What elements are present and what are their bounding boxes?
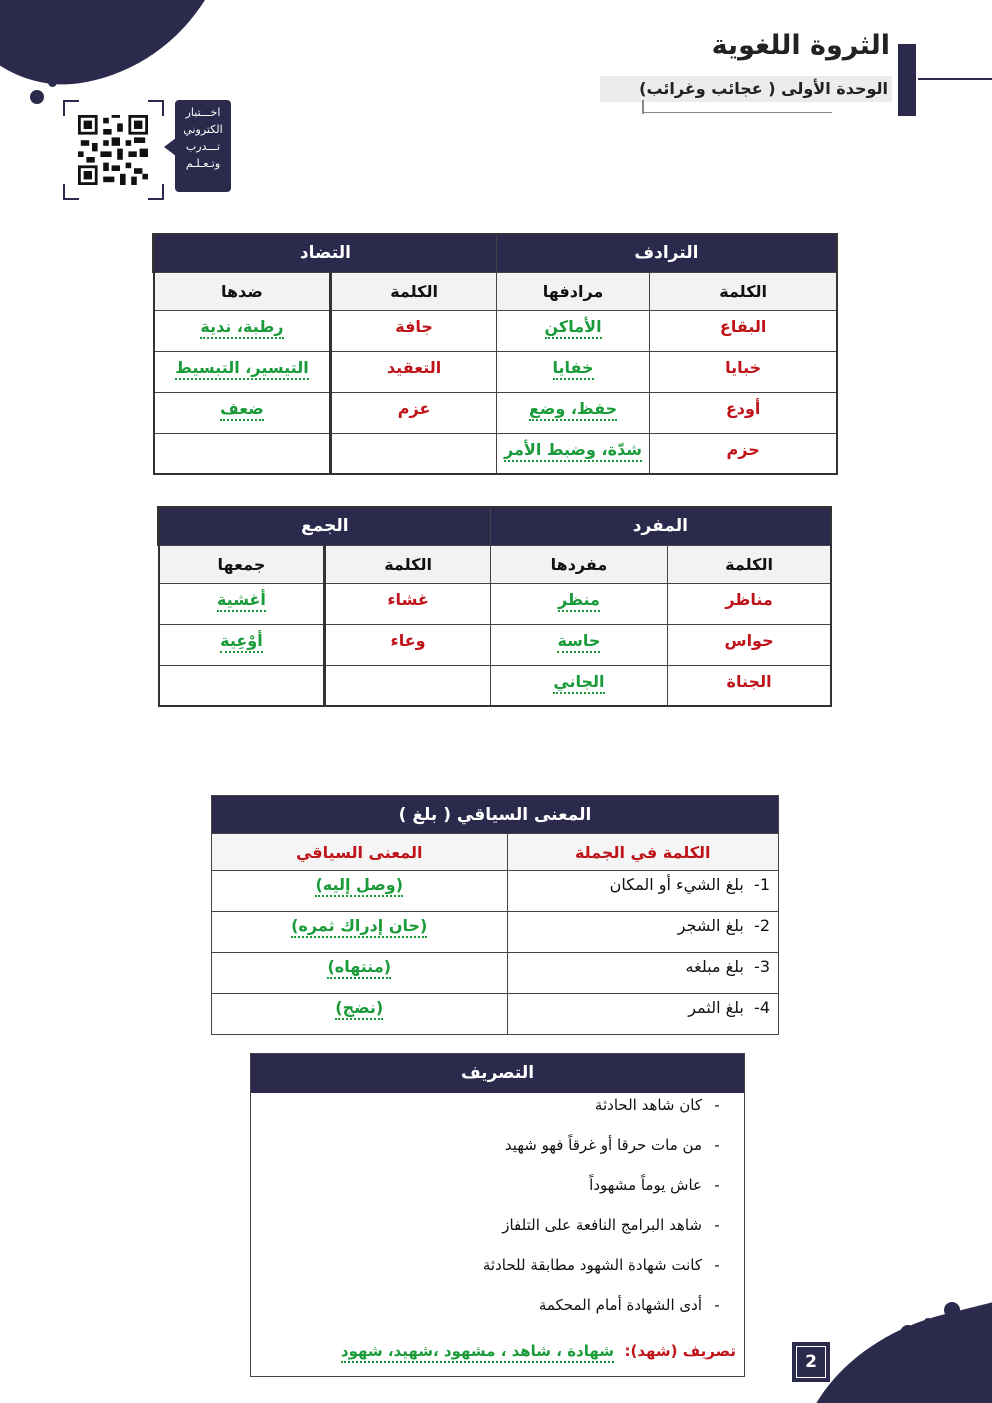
table-row bbox=[212, 912, 779, 953]
qr-code-icon[interactable] bbox=[78, 115, 148, 185]
page-number: 2 bbox=[792, 1342, 830, 1382]
table-row bbox=[159, 665, 832, 706]
plural-title: الجمع bbox=[159, 507, 491, 545]
list-item: - كان شاهد الحادثة bbox=[594, 1096, 720, 1114]
table-row bbox=[154, 433, 838, 474]
answer-cell: الأماكن bbox=[545, 317, 602, 339]
word-cell bbox=[331, 433, 496, 474]
word-cell: أودع bbox=[650, 392, 837, 433]
decoration-dot bbox=[70, 62, 84, 76]
corner-decoration-top-left bbox=[0, 0, 262, 101]
column-header: المعنى السياقي bbox=[212, 834, 508, 871]
column-header: الكلمة bbox=[650, 272, 837, 310]
page-number-frame bbox=[796, 1346, 826, 1378]
answer-cell: أغشية bbox=[217, 590, 266, 612]
singular-plural-table bbox=[157, 506, 832, 707]
decoration-dot bbox=[30, 90, 44, 104]
answer-cell bbox=[159, 665, 325, 706]
table-row bbox=[212, 994, 779, 1035]
column-header: ضدها bbox=[154, 272, 331, 310]
answer-cell bbox=[154, 433, 331, 474]
table-row bbox=[159, 624, 832, 665]
sentence-cell: 4- بلغ الثمر bbox=[507, 994, 779, 1035]
column-header: جمعها bbox=[159, 545, 325, 583]
header-line bbox=[918, 78, 992, 80]
sentence-cell: 3- بلغ مبلغه bbox=[507, 953, 779, 994]
synonyms-antonyms-table bbox=[152, 233, 838, 475]
table-row bbox=[212, 871, 779, 912]
column-header: مفردها bbox=[490, 545, 667, 583]
tasreef-title: التصريف bbox=[251, 1054, 744, 1093]
answer-cell: شدّة، وضبط الأمر bbox=[504, 440, 642, 462]
word-cell: غشاء bbox=[325, 583, 490, 624]
column-header: الكلمة bbox=[668, 545, 831, 583]
sentence-cell: 1- بلغ الشيء أو المكان bbox=[507, 871, 779, 912]
tasreef-list bbox=[251, 1093, 744, 1333]
word-cell: مناظر bbox=[668, 583, 831, 624]
word-cell bbox=[325, 665, 490, 706]
list-item: - كانت شهادة الشهود مطابقة للحادثة bbox=[482, 1256, 720, 1274]
answer-cell: منظر bbox=[558, 590, 600, 612]
word-cell: خبايا bbox=[650, 351, 837, 392]
decoration-dot bbox=[48, 78, 57, 87]
meaning-cell: (منتهاه) bbox=[327, 957, 391, 979]
column-header: الكلمة bbox=[331, 272, 496, 310]
column-header: الكلمة bbox=[325, 545, 490, 583]
decoration-dot bbox=[900, 1325, 916, 1341]
context-title: المعنى السياقي ( بلغ ) bbox=[212, 796, 779, 834]
page-title: الثروة اللغوية bbox=[711, 30, 890, 61]
word-cell: جافة bbox=[331, 310, 496, 351]
table-row bbox=[154, 310, 838, 351]
word-cell: حزم bbox=[650, 433, 837, 474]
answer-cell: حاسة bbox=[557, 631, 600, 653]
answer-cell: أوْعِية bbox=[220, 631, 263, 653]
column-header: مرادفها bbox=[496, 272, 649, 310]
answer-cell: رطبة، ندية bbox=[200, 317, 283, 339]
word-cell: حواس bbox=[668, 624, 831, 665]
synonyms-title: الترادف bbox=[496, 234, 837, 272]
meaning-cell: (نضج) bbox=[335, 998, 383, 1020]
tasreef-answer: شهادة ، شاهد ، مشهود ،شهيد، شهود bbox=[341, 1342, 614, 1363]
context-meaning-table bbox=[211, 795, 779, 1035]
list-item: - أدى الشهادة أمام المحكمة bbox=[538, 1296, 720, 1314]
list-item: - من مات حرقا أو غرقاً فهو شهيد bbox=[504, 1136, 720, 1154]
answer-cell: الجاني bbox=[553, 672, 604, 694]
badge-line: تـــدرب bbox=[185, 140, 221, 153]
table-row bbox=[212, 953, 779, 994]
header-accent-bar bbox=[898, 44, 916, 116]
list-item: - عاش يوماً مشهوداً bbox=[589, 1176, 720, 1194]
sentence-cell: 2- بلغ الشجر bbox=[507, 912, 779, 953]
unit-subtitle: الوحدة الأولى ( عجائب وغرائب) bbox=[600, 76, 892, 102]
singular-title: المفرد bbox=[490, 507, 831, 545]
antonyms-title: التضاد bbox=[154, 234, 497, 272]
word-cell: الجناة bbox=[668, 665, 831, 706]
answer-cell: ضعف bbox=[220, 399, 264, 421]
meaning-cell: (وصل إليه) bbox=[315, 875, 403, 897]
answer-cell: خفايا bbox=[553, 358, 594, 380]
column-header: الكلمة في الجملة bbox=[507, 834, 779, 871]
badge-line: وتـعـلـم bbox=[185, 157, 221, 170]
badge-line: الكتروني bbox=[183, 123, 223, 136]
online-test-badge[interactable] bbox=[175, 100, 231, 192]
answer-cell: التيسير، التبسيط bbox=[175, 358, 308, 380]
decoration-dot bbox=[924, 1318, 932, 1326]
answer-cell: حفظ، وضع bbox=[529, 399, 617, 421]
badge-line: اخـــتبار bbox=[185, 106, 221, 119]
word-cell: التعقيد bbox=[331, 351, 496, 392]
list-item: - شاهد البرامج النافعة على التلفاز bbox=[502, 1216, 720, 1234]
meaning-cell: (حان إدراك ثمره) bbox=[291, 916, 427, 938]
table-row bbox=[154, 351, 838, 392]
word-cell: عزم bbox=[331, 392, 496, 433]
word-cell: البقاع bbox=[650, 310, 837, 351]
decoration-dot bbox=[944, 1302, 960, 1318]
table-row bbox=[159, 583, 832, 624]
word-cell: وعاء bbox=[325, 624, 490, 665]
table-row bbox=[154, 392, 838, 433]
tasreef-label: تصريف (شهد): bbox=[624, 1342, 736, 1360]
tasreef-summary bbox=[341, 1342, 736, 1360]
tasreef-box bbox=[250, 1053, 745, 1377]
divider bbox=[642, 112, 832, 113]
